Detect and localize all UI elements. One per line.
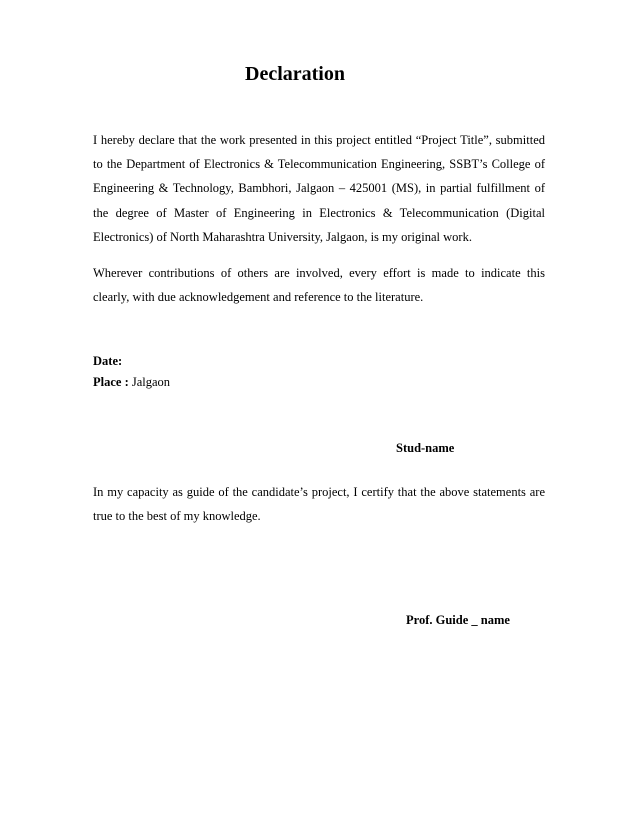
page-title: Declaration <box>245 63 345 85</box>
place-line <box>93 372 170 392</box>
guide-certification-paragraph: In my capacity as guide of the candidate’s project, I certify that the above statements are true to the best of my knowledge. <box>93 485 545 524</box>
date-line <box>93 351 122 371</box>
declaration-paragraph: I hereby declare that the work presented in this project entitled “Project Title”, submitted to the Department of Electronics & Telecommunication Engineering, SSBT’s College of Engineering & Technology, Bambhori, Jalgaon – 425001 (MS), in partial fulfillment of the degree of Master of Engineering in Electronics & Telecommunication (Digital Electronics) of North Maharashtra University, Jalgaon, is my original work. <box>93 133 545 244</box>
date-label: Date: <box>93 354 123 368</box>
place-label: Place : <box>93 375 129 389</box>
student-signature: Stud-name <box>396 441 455 455</box>
guide-signature: Prof. Guide _ name <box>406 613 510 627</box>
place-value: Jalgaon <box>131 375 171 389</box>
contributions-paragraph: Wherever contributions of others are involved, every effort is made to indicate this clearly, with due acknowledgement and reference to the literature. <box>93 266 545 305</box>
